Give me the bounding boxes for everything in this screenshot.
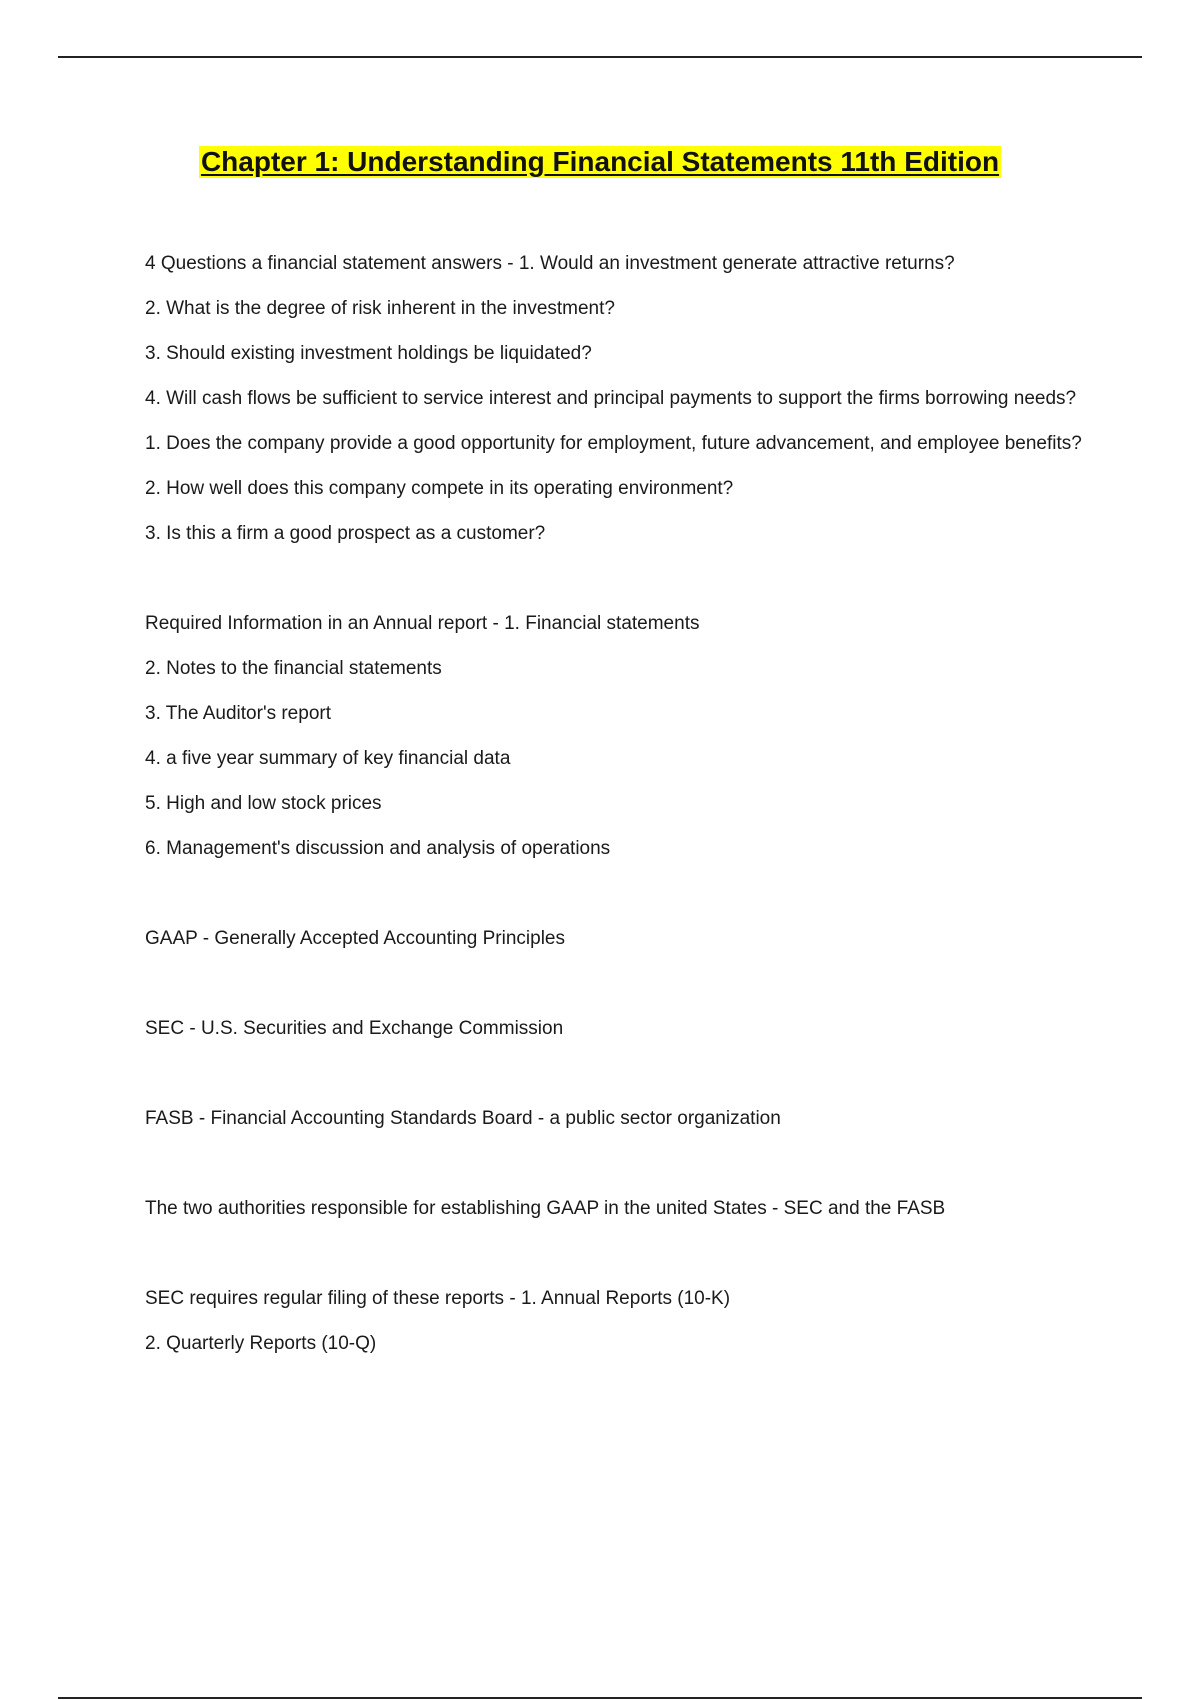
text-line: 2. What is the degree of risk inherent in the investment? <box>145 298 615 319</box>
section-questions <box>145 250 1085 548</box>
text-line: SEC - U.S. Securities and Exchange Commission <box>145 1018 564 1039</box>
section-sec-reports <box>145 1285 1085 1358</box>
title-container <box>0 146 1200 178</box>
section-authorities <box>145 1195 1085 1223</box>
text-line: 5. High and low stock prices <box>145 793 382 814</box>
text-line: 1. Does the company provide a good opportunity for employment, future advancement, and employee benefits? <box>145 433 1082 454</box>
text-line: 4. a five year summary of key financial data <box>145 748 511 769</box>
text-line: 4. Will cash flows be sufficient to service interest and principal payments to support the firms borrowing needs? <box>145 388 1077 409</box>
text-line: FASB - Financial Accounting Standards Board - a public sector organization <box>145 1108 781 1129</box>
section-annual-report <box>145 610 1085 863</box>
bottom-rule <box>58 1697 1142 1699</box>
text-line: 4 Questions a financial statement answers - 1. Would an investment generate attractive returns? <box>145 253 955 274</box>
text-line: Required Information in an Annual report - 1. Financial statements <box>145 613 700 634</box>
text-line: The two authorities responsible for establishing GAAP in the united States - SEC and the FASB <box>145 1198 946 1219</box>
text-line: 3. Is this a firm a good prospect as a customer? <box>145 523 546 544</box>
section-gaap <box>145 925 1085 953</box>
text-line: 6. Management's discussion and analysis of operations <box>145 838 611 859</box>
text-line: GAAP - Generally Accepted Accounting Principles <box>145 928 565 949</box>
section-sec <box>145 1015 1085 1043</box>
top-rule <box>58 56 1142 58</box>
text-line: 3. The Auditor's report <box>145 703 331 724</box>
document-body <box>145 250 1085 1358</box>
text-line: 2. Notes to the financial statements <box>145 658 442 679</box>
text-line: 2. How well does this company compete in its operating environment? <box>145 478 734 499</box>
text-line: 2. Quarterly Reports (10-Q) <box>145 1333 377 1354</box>
text-line: 3. Should existing investment holdings be liquidated? <box>145 343 592 364</box>
section-fasb <box>145 1105 1085 1133</box>
page-title: Chapter 1: Understanding Financial Statements 11th Edition <box>200 146 1000 177</box>
text-line: SEC requires regular filing of these reports - 1. Annual Reports (10-K) <box>145 1288 731 1309</box>
